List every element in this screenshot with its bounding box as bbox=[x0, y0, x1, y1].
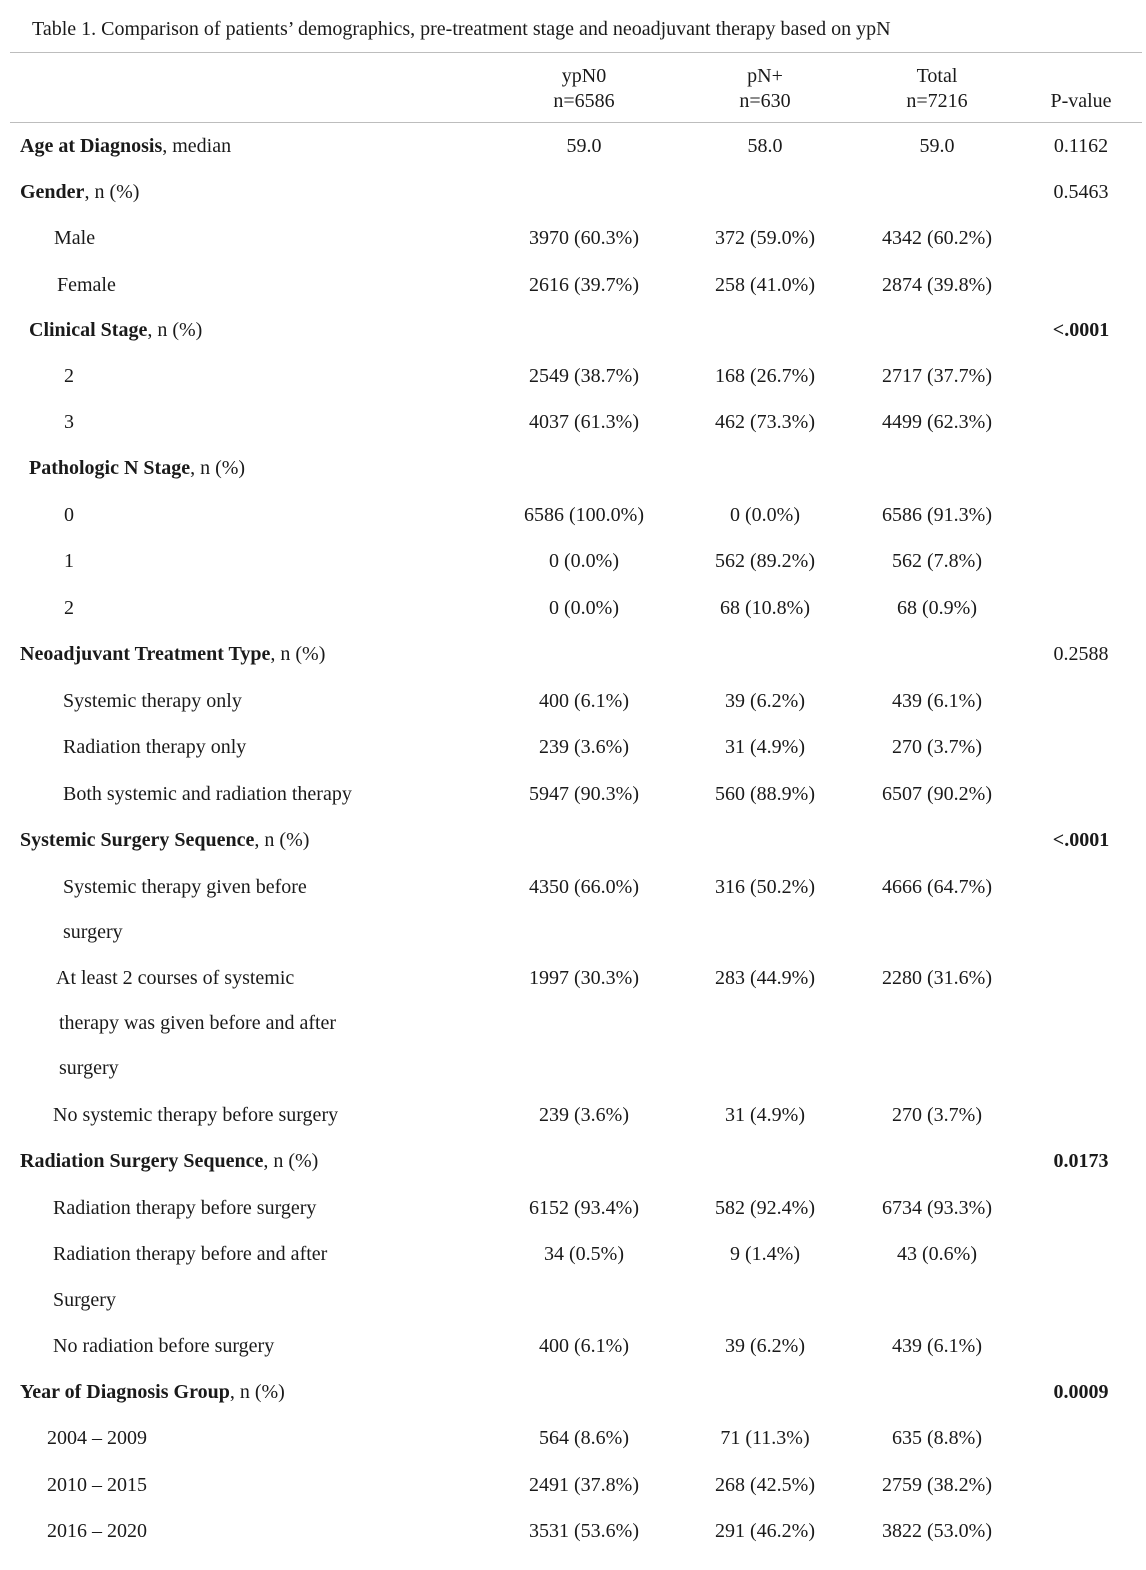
table-row bbox=[0, 593, 1146, 623]
table-row bbox=[0, 177, 1146, 207]
cell-total: 439 (6.1%) bbox=[892, 690, 982, 712]
cell-total: 3822 (53.0%) bbox=[882, 1520, 992, 1542]
row-label-text: Radiation therapy before and after bbox=[53, 1243, 328, 1265]
row-label bbox=[64, 546, 74, 576]
header-bottom-rule bbox=[10, 122, 1142, 123]
cell-pn-positive: 39 (6.2%) bbox=[725, 690, 805, 712]
cell-ypn0: 6152 (93.4%) bbox=[529, 1197, 639, 1219]
cell-total: 635 (8.8%) bbox=[892, 1427, 982, 1449]
row-label-text: 3 bbox=[64, 411, 74, 433]
table-row bbox=[0, 1377, 1146, 1407]
cell-ypn0: 0 (0.0%) bbox=[549, 597, 619, 619]
cell-pn-positive: 283 (44.9%) bbox=[715, 967, 815, 989]
row-label-text: Systemic therapy given before bbox=[63, 876, 307, 898]
cell-ypn0: 400 (6.1%) bbox=[539, 690, 629, 712]
cell-total: 68 (0.9%) bbox=[897, 597, 977, 619]
row-label bbox=[20, 639, 325, 669]
cell-pn-positive: 582 (92.4%) bbox=[715, 1197, 815, 1219]
cell-ypn0: 564 (8.6%) bbox=[539, 1427, 629, 1449]
cell-total: 2874 (39.8%) bbox=[882, 274, 992, 296]
cell-ypn0: 2491 (37.8%) bbox=[529, 1474, 639, 1496]
row-label-text: No systemic therapy before surgery bbox=[53, 1104, 339, 1126]
row-label-text: Radiation therapy only bbox=[63, 736, 247, 758]
table-row bbox=[0, 131, 1146, 161]
table-row bbox=[0, 1193, 1146, 1223]
row-label bbox=[64, 407, 74, 437]
column-header-name: pN+ bbox=[747, 65, 783, 87]
row-label-text: 2004 – 2009 bbox=[47, 1427, 147, 1449]
cell-total: 6586 (91.3%) bbox=[882, 504, 992, 526]
row-label-text: 2010 – 2015 bbox=[47, 1474, 147, 1496]
row-label bbox=[47, 1470, 147, 1500]
cell-pn-positive: 462 (73.3%) bbox=[715, 411, 815, 433]
cell-ypn0: 5947 (90.3%) bbox=[529, 783, 639, 805]
cell-total: 6507 (90.2%) bbox=[882, 783, 992, 805]
row-label-text: , n (%) bbox=[84, 181, 140, 203]
cell-pn-positive: 316 (50.2%) bbox=[715, 876, 815, 898]
row-label-text: Both systemic and radiation therapy bbox=[63, 783, 352, 805]
cell-total: 59.0 bbox=[919, 135, 955, 157]
row-label-bold: Age at Diagnosis bbox=[20, 135, 163, 157]
row-label-text: Surgery bbox=[53, 1289, 116, 1311]
row-label bbox=[20, 177, 139, 207]
cell-pvalue: <.0001 bbox=[1052, 319, 1110, 341]
cell-ypn0: 3531 (53.6%) bbox=[529, 1520, 639, 1542]
row-label-text: 2016 – 2020 bbox=[47, 1520, 147, 1542]
row-label bbox=[29, 315, 202, 345]
cell-total: 270 (3.7%) bbox=[892, 1104, 982, 1126]
cell-pvalue: 0.2588 bbox=[1053, 643, 1109, 665]
cell-total: 4499 (62.3%) bbox=[882, 411, 992, 433]
row-label-text: At least 2 courses of systemic bbox=[56, 967, 295, 989]
table-row bbox=[0, 1239, 1146, 1269]
column-header-ypn0 bbox=[484, 64, 684, 114]
row-label bbox=[59, 1008, 336, 1038]
row-label-text: , n (%) bbox=[190, 457, 246, 479]
cell-pn-positive: 31 (4.9%) bbox=[725, 1104, 805, 1126]
row-label bbox=[64, 593, 74, 623]
row-label-text: Radiation therapy before surgery bbox=[53, 1197, 317, 1219]
cell-ypn0: 4037 (61.3%) bbox=[529, 411, 639, 433]
row-label-bold: Pathologic N Stage bbox=[29, 457, 191, 479]
table-row bbox=[0, 315, 1146, 345]
row-label-text: Systemic therapy only bbox=[63, 690, 242, 712]
cell-ypn0: 2549 (38.7%) bbox=[529, 365, 639, 387]
row-label-text: Male bbox=[54, 227, 96, 249]
row-label bbox=[47, 1423, 147, 1453]
cell-total: 6734 (93.3%) bbox=[882, 1197, 992, 1219]
column-header-pvalue: P-value bbox=[1050, 90, 1112, 112]
cell-pvalue: 0.0009 bbox=[1053, 1381, 1109, 1403]
cell-total: 439 (6.1%) bbox=[892, 1335, 982, 1357]
cell-pvalue: <.0001 bbox=[1052, 829, 1110, 851]
cell-pn-positive: 372 (59.0%) bbox=[715, 227, 815, 249]
cell-ypn0: 0 (0.0%) bbox=[549, 550, 619, 572]
cell-ypn0: 3970 (60.3%) bbox=[529, 227, 639, 249]
row-label bbox=[53, 1239, 327, 1269]
cell-ypn0: 1997 (30.3%) bbox=[529, 967, 639, 989]
row-label-text: No radiation before surgery bbox=[53, 1335, 275, 1357]
row-label bbox=[20, 131, 231, 161]
row-label bbox=[54, 223, 95, 253]
cell-ypn0: 239 (3.6%) bbox=[539, 736, 629, 758]
row-label-text: 1 bbox=[64, 550, 74, 572]
cell-total: 270 (3.7%) bbox=[892, 736, 982, 758]
cell-ypn0: 4350 (66.0%) bbox=[529, 876, 639, 898]
cell-total: 2280 (31.6%) bbox=[882, 967, 992, 989]
table-row bbox=[0, 1285, 1146, 1315]
row-label bbox=[20, 1146, 318, 1176]
row-label bbox=[63, 917, 123, 947]
row-label-bold: Clinical Stage bbox=[29, 319, 148, 341]
table-row bbox=[0, 270, 1146, 300]
row-label-bold: Radiation Surgery Sequence bbox=[20, 1150, 264, 1172]
row-label-bold: Neoadjuvant Treatment Type bbox=[20, 643, 271, 665]
table-row bbox=[0, 639, 1146, 669]
row-label-text: 2 bbox=[64, 365, 74, 387]
table-row bbox=[0, 779, 1146, 809]
column-header-name: Total bbox=[916, 65, 958, 87]
row-label-text: surgery bbox=[59, 1057, 119, 1079]
table-row bbox=[0, 223, 1146, 253]
column-header-name: ypN0 bbox=[561, 65, 607, 87]
table-row bbox=[0, 407, 1146, 437]
table-row bbox=[0, 686, 1146, 716]
cell-total: 43 (0.6%) bbox=[897, 1243, 977, 1265]
table-row bbox=[0, 917, 1146, 947]
cell-total: 4666 (64.7%) bbox=[882, 876, 992, 898]
row-label bbox=[63, 872, 307, 902]
row-label bbox=[20, 1377, 285, 1407]
cell-ypn0: 59.0 bbox=[566, 135, 602, 157]
row-label-text: , n (%) bbox=[263, 1150, 319, 1172]
cell-pn-positive: 291 (46.2%) bbox=[715, 1520, 815, 1542]
row-label-text: therapy was given before and after bbox=[59, 1012, 337, 1034]
table-row bbox=[0, 963, 1146, 993]
cell-ypn0: 34 (0.5%) bbox=[544, 1243, 624, 1265]
cell-pn-positive: 168 (26.7%) bbox=[715, 365, 815, 387]
cell-pn-positive: 68 (10.8%) bbox=[720, 597, 810, 619]
row-label-bold: Year of Diagnosis Group bbox=[20, 1381, 230, 1403]
row-label bbox=[64, 361, 74, 391]
table-row bbox=[0, 1331, 1146, 1361]
table-row bbox=[0, 546, 1146, 576]
row-label-text: , median bbox=[162, 135, 232, 157]
cell-ypn0: 6586 (100.0%) bbox=[524, 504, 644, 526]
row-label bbox=[20, 825, 309, 855]
cell-pn-positive: 562 (89.2%) bbox=[715, 550, 815, 572]
row-label-text: 2 bbox=[64, 597, 74, 619]
row-label bbox=[63, 686, 242, 716]
cell-total: 2717 (37.7%) bbox=[882, 365, 992, 387]
cell-pn-positive: 71 (11.3%) bbox=[720, 1427, 810, 1449]
table-row bbox=[0, 872, 1146, 902]
row-label-text: surgery bbox=[63, 921, 123, 943]
row-label bbox=[47, 1516, 147, 1546]
table-top-rule bbox=[10, 52, 1142, 53]
cell-pn-positive: 58.0 bbox=[747, 135, 783, 157]
row-label bbox=[29, 453, 245, 483]
cell-pvalue: 0.1162 bbox=[1053, 135, 1109, 157]
row-label bbox=[63, 732, 246, 762]
cell-pn-positive: 258 (41.0%) bbox=[715, 274, 815, 296]
row-label bbox=[57, 270, 116, 300]
table-row bbox=[0, 1470, 1146, 1500]
row-label-text: , n (%) bbox=[254, 829, 310, 851]
column-header-count: n=630 bbox=[739, 90, 791, 112]
cell-pn-positive: 31 (4.9%) bbox=[725, 736, 805, 758]
row-label-bold: Systemic Surgery Sequence bbox=[20, 829, 255, 851]
row-label-bold: Gender bbox=[20, 181, 85, 203]
column-header-count: n=6586 bbox=[553, 90, 615, 112]
cell-total: 2759 (38.2%) bbox=[882, 1474, 992, 1496]
table-row bbox=[0, 1100, 1146, 1130]
table-row bbox=[0, 1516, 1146, 1546]
row-label-text: , n (%) bbox=[270, 643, 326, 665]
row-label bbox=[53, 1193, 316, 1223]
cell-pvalue: 0.0173 bbox=[1053, 1150, 1109, 1172]
table-row bbox=[0, 1053, 1146, 1083]
row-label bbox=[53, 1285, 116, 1315]
cell-pn-positive: 39 (6.2%) bbox=[725, 1335, 805, 1357]
row-label bbox=[59, 1053, 119, 1083]
cell-pn-positive: 0 (0.0%) bbox=[730, 504, 800, 526]
row-label bbox=[53, 1100, 338, 1130]
cell-ypn0: 400 (6.1%) bbox=[539, 1335, 629, 1357]
table-row bbox=[0, 500, 1146, 530]
row-label-text: , n (%) bbox=[147, 319, 203, 341]
row-label bbox=[56, 963, 294, 993]
table-caption: Table 1. Comparison of patients’ demographics, pre-treatment stage and neoadjuvant therapy based on ypN bbox=[32, 18, 891, 40]
column-header-pn-positive bbox=[665, 64, 865, 114]
table-row bbox=[0, 453, 1146, 483]
table-row bbox=[0, 825, 1146, 855]
row-label bbox=[64, 500, 74, 530]
table-row bbox=[0, 1423, 1146, 1453]
row-label-text: Female bbox=[57, 274, 116, 296]
cell-pn-positive: 268 (42.5%) bbox=[715, 1474, 815, 1496]
table-row bbox=[0, 1146, 1146, 1176]
row-label-text: 0 bbox=[64, 504, 74, 526]
table-row bbox=[0, 1008, 1146, 1038]
table-row bbox=[0, 361, 1146, 391]
cell-total: 4342 (60.2%) bbox=[882, 227, 992, 249]
column-header-count: n=7216 bbox=[906, 90, 968, 112]
row-label bbox=[63, 779, 352, 809]
cell-pn-positive: 560 (88.9%) bbox=[715, 783, 815, 805]
cell-ypn0: 239 (3.6%) bbox=[539, 1104, 629, 1126]
cell-total: 562 (7.8%) bbox=[892, 550, 982, 572]
cell-ypn0: 2616 (39.7%) bbox=[529, 274, 639, 296]
table-row bbox=[0, 732, 1146, 762]
cell-pvalue: 0.5463 bbox=[1053, 181, 1109, 203]
row-label-text: , n (%) bbox=[229, 1381, 285, 1403]
row-label bbox=[53, 1331, 274, 1361]
cell-pn-positive: 9 (1.4%) bbox=[730, 1243, 800, 1265]
